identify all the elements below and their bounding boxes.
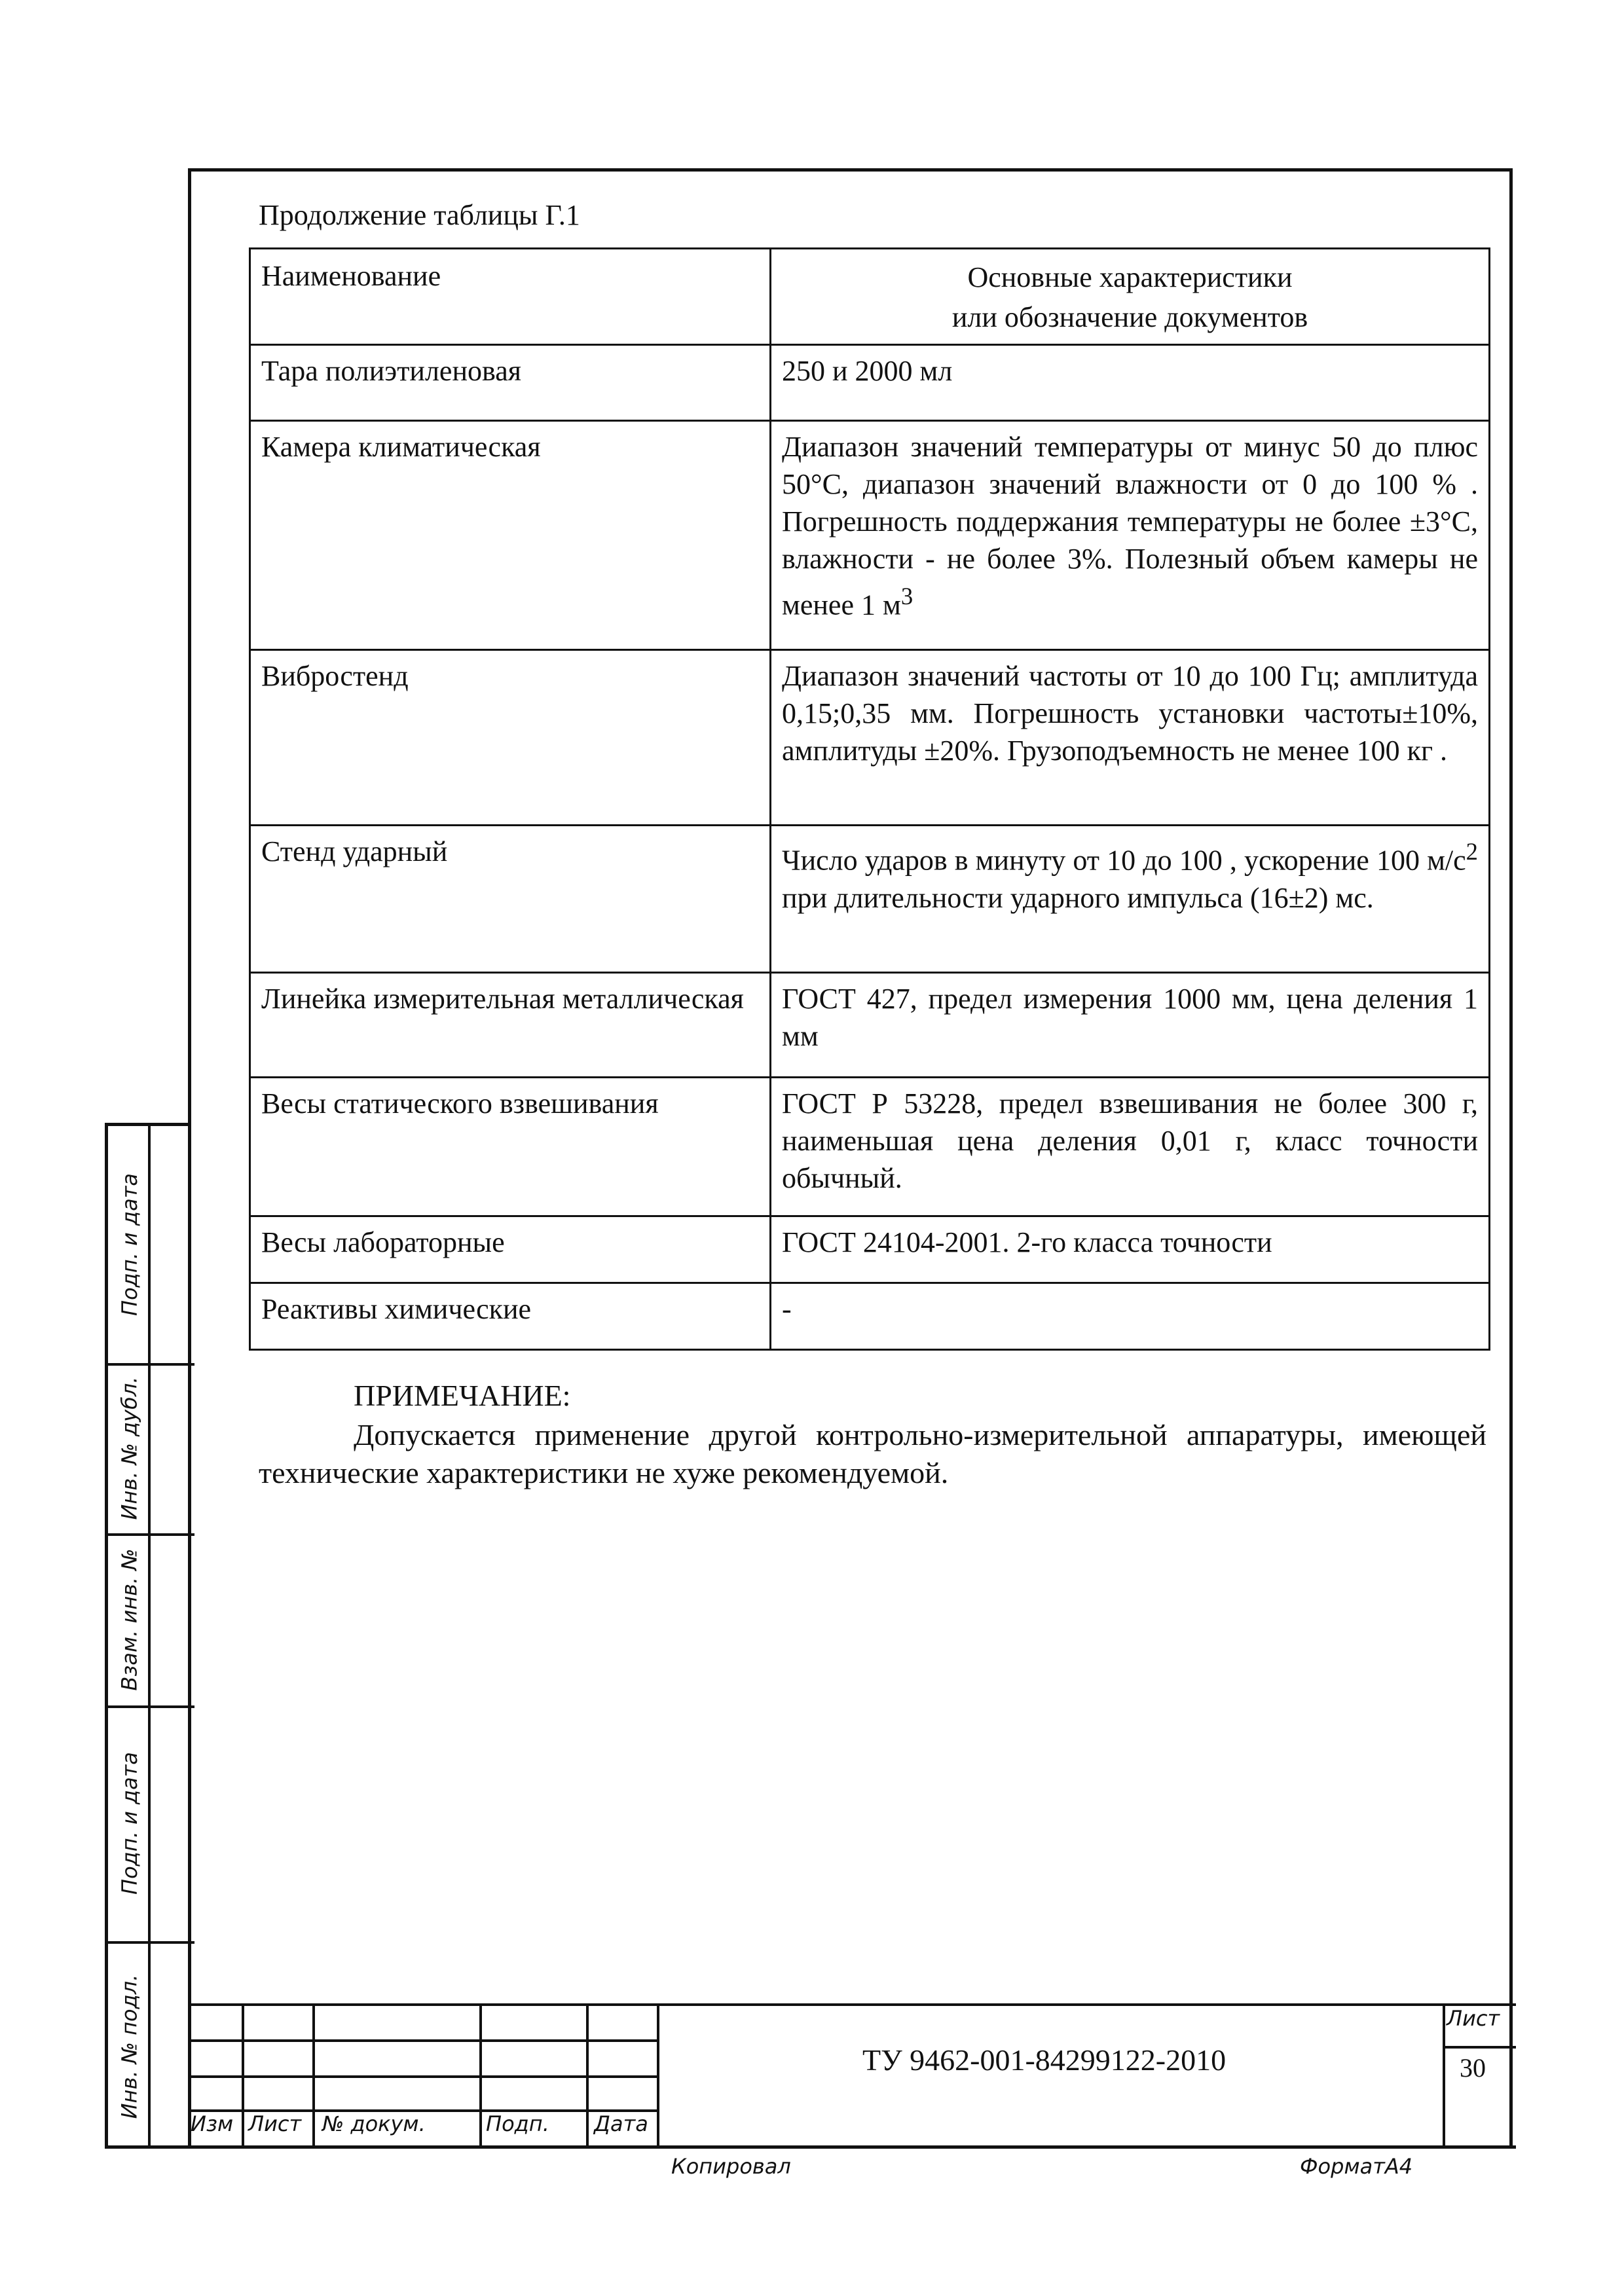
tb-line (188, 2039, 659, 2042)
tb-line (1445, 2046, 1516, 2049)
side-divider (148, 1126, 151, 2149)
row-name: Весы статического взвешивания (250, 1078, 771, 1216)
header-spec: Основные характеристики или обозначение документов (771, 249, 1490, 345)
sheet-number: 30 (1460, 2053, 1486, 2083)
header-name: Наименование (250, 249, 771, 345)
sheet-label: Лист (1447, 2006, 1500, 2031)
col-doc: № докум. (322, 2111, 426, 2136)
side-label: Инв. № дубл. (117, 1376, 142, 1520)
row-spec (771, 421, 1490, 650)
tb-line (657, 2003, 659, 2149)
tb-line (242, 2003, 244, 2149)
table-row (250, 421, 1490, 650)
side-label: Подп. и дата (117, 1173, 142, 1316)
table-row (250, 1283, 1490, 1350)
table-header-row (250, 249, 1490, 345)
row-spec: ГОСТ Р 53228, предел взвешивания не более 300 г, наименьшая цена деления 0,01 г, класс точности обычный. (771, 1078, 1490, 1216)
row-name: Тара полиэтиленовая (250, 345, 771, 421)
row-spec-text: Число ударов в минуту от 10 до 100 , ускорение 100 м/с (782, 844, 1466, 877)
row-spec: Диапазон значений частоты от 10 до 100 Гц; амплитуда 0,15;0,35 мм. Погрешность установки частоты±10%, амплитуды ±20%. Грузоподъемность не менее 100 кг . (771, 650, 1490, 826)
title-block (188, 2003, 1516, 2149)
row-name: Вибростенд (250, 650, 771, 826)
row-name: Камера климатическая (250, 421, 771, 650)
footer-format: ФорматА4 (1300, 2154, 1413, 2179)
row-spec: 250 и 2000 мл (771, 345, 1490, 421)
tb-line (479, 2003, 482, 2149)
table-row (250, 650, 1490, 826)
row-name: Стенд ударный (250, 826, 771, 973)
document-code: ТУ 9462-001-84299122-2010 (862, 2043, 1227, 2077)
side-label: Взам. инв. № (117, 1548, 142, 1691)
table-row (250, 826, 1490, 973)
col-date: Дата (594, 2111, 648, 2136)
tb-line (188, 2075, 659, 2078)
row-name: Реактивы химические (250, 1283, 771, 1350)
note-text: Допускается применение другой контрольно-измерительной аппаратуры, имеющей технические характеристики не хуже рекомендуемой. (259, 1418, 1486, 1489)
row-name: Весы лабораторные (250, 1216, 771, 1283)
table-caption: Продолжение таблицы Г.1 (259, 199, 580, 231)
side-label: Инв. № подл. (117, 1974, 142, 2119)
side-stamp (105, 1123, 191, 2149)
row-spec: ГОСТ 427, предел измерения 1000 мм, цена деления 1 мм (771, 973, 1490, 1078)
table-row (250, 1216, 1490, 1283)
footer-copied: Копировал (671, 2154, 791, 2179)
row-spec-text: Диапазон значений температуры от минус 50 до плюс 50°С, диапазон значений влажности от 0 до 100 % . Погрешность поддержания температуры не более ±3°С, влажности - не более 3%. Полезный объем камеры не менее 1 м (782, 431, 1478, 621)
table-row (250, 973, 1490, 1078)
tb-line (586, 2003, 589, 2149)
note-title: ПРИМЕЧАНИЕ: (354, 1379, 571, 1412)
row-spec (771, 826, 1490, 973)
tb-line (188, 2003, 1516, 2006)
equipment-table (249, 247, 1490, 1351)
row-spec: ГОСТ 24104-2001. 2-го класса точности (771, 1216, 1490, 1283)
row-name: Линейка измерительная металлическая (250, 973, 771, 1078)
table-row (250, 345, 1490, 421)
row-spec: - (771, 1283, 1490, 1350)
superscript: 3 (900, 583, 913, 610)
tb-line (312, 2003, 315, 2149)
row-spec-text: при длительности ударного импульса (16±2) мс. (782, 881, 1374, 914)
table-row (250, 1078, 1490, 1216)
side-label: Подп. и дата (117, 1752, 142, 1895)
superscript: 2 (1466, 838, 1478, 865)
tb-line (1443, 2003, 1445, 2149)
col-izm: Изм (191, 2111, 234, 2136)
col-podp: Подп. (486, 2111, 549, 2136)
col-list: Лист (248, 2111, 302, 2136)
